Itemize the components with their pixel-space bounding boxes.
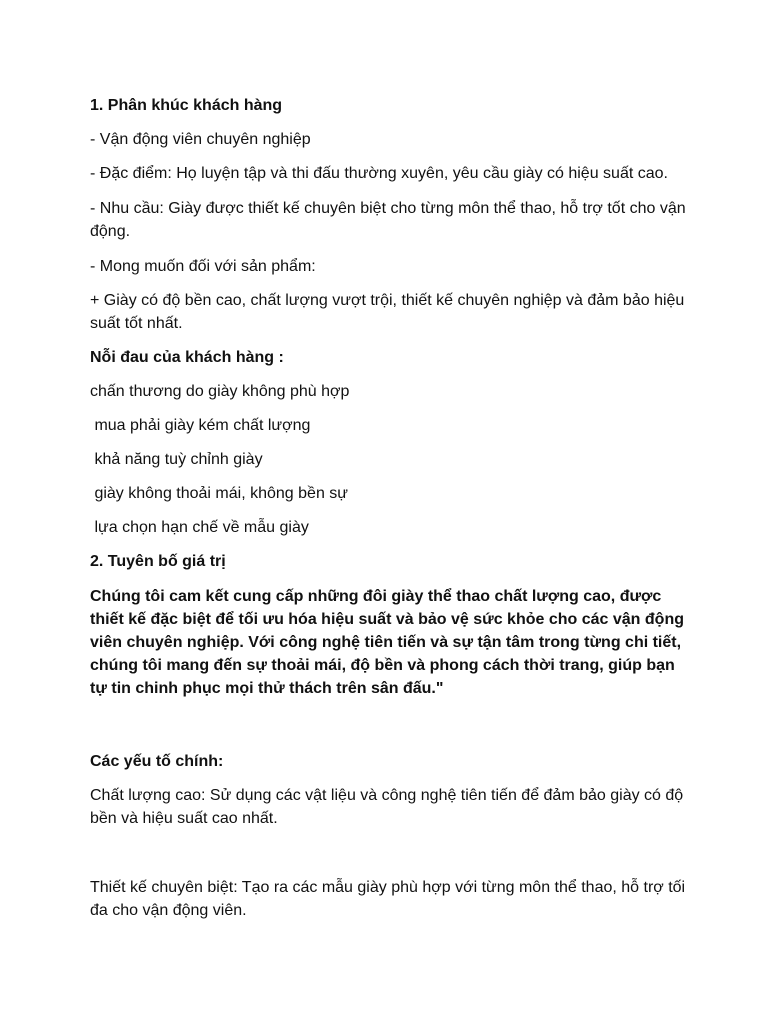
desires-heading: - Mong muốn đối với sản phẩm: xyxy=(90,258,316,275)
section1-heading: 1. Phân khúc khách hàng xyxy=(90,97,283,114)
factor-quality: Chất lượng cao: Sử dụng các vật liệu và công nghệ tiên tiến để đảm bảo giày có độ bền và hiệu suất cao nhất. xyxy=(90,787,688,827)
pain-item: khả năng tuỳ chỉnh giày xyxy=(90,451,263,468)
factor-design: Thiết kế chuyên biệt: Tạo ra các mẫu giày phù hợp với từng môn thể thao, hỗ trợ tối đa cho vận động viên. xyxy=(90,879,690,919)
segment-name: - Vận động viên chuyên nghiệp xyxy=(90,131,311,148)
key-factors-heading: Các yếu tố chính: xyxy=(90,753,224,770)
pain-heading: Nỗi đau của khách hàng : xyxy=(90,349,284,366)
pain-item: mua phải giày kém chất lượng xyxy=(90,417,311,434)
desire-item: + Giày có độ bền cao, chất lượng vượt trội, thiết kế chuyên nghiệp và đảm bảo hiệu suất tốt nhất. xyxy=(90,292,689,332)
needs-text: - Nhu cầu: Giày được thiết kế chuyên biệt cho từng môn thể thao, hỗ trợ tốt cho vận động. xyxy=(90,200,691,240)
section2-heading: 2. Tuyên bố giá trị xyxy=(90,553,226,570)
pain-item: lựa chọn hạn chế về mẫu giày xyxy=(90,519,309,536)
value-statement: Chúng tôi cam kết cung cấp những đôi giày thể thao chất lượng cao, được thiết kế đặc biệt để tối ưu hóa hiệu suất và bảo vệ sức khỏe cho các vận động viên chuyên nghiệp. Với công nghệ tiên tiến và sự tận tâm trong từng chi tiết, chúng tôi mang đến sự thoải mái, độ bền và phong cách thời trang, giúp bạn tự tin chinh phục mọi thử thách trên sân đấu." xyxy=(90,588,689,697)
pain-item: chấn thương do giày không phù hợp xyxy=(90,383,350,400)
characteristics-text: - Đặc điểm: Họ luyện tập và thi đấu thường xuyên, yêu cầu giày có hiệu suất cao. xyxy=(90,165,668,182)
pain-item: giày không thoải mái, không bền sự xyxy=(90,485,348,502)
